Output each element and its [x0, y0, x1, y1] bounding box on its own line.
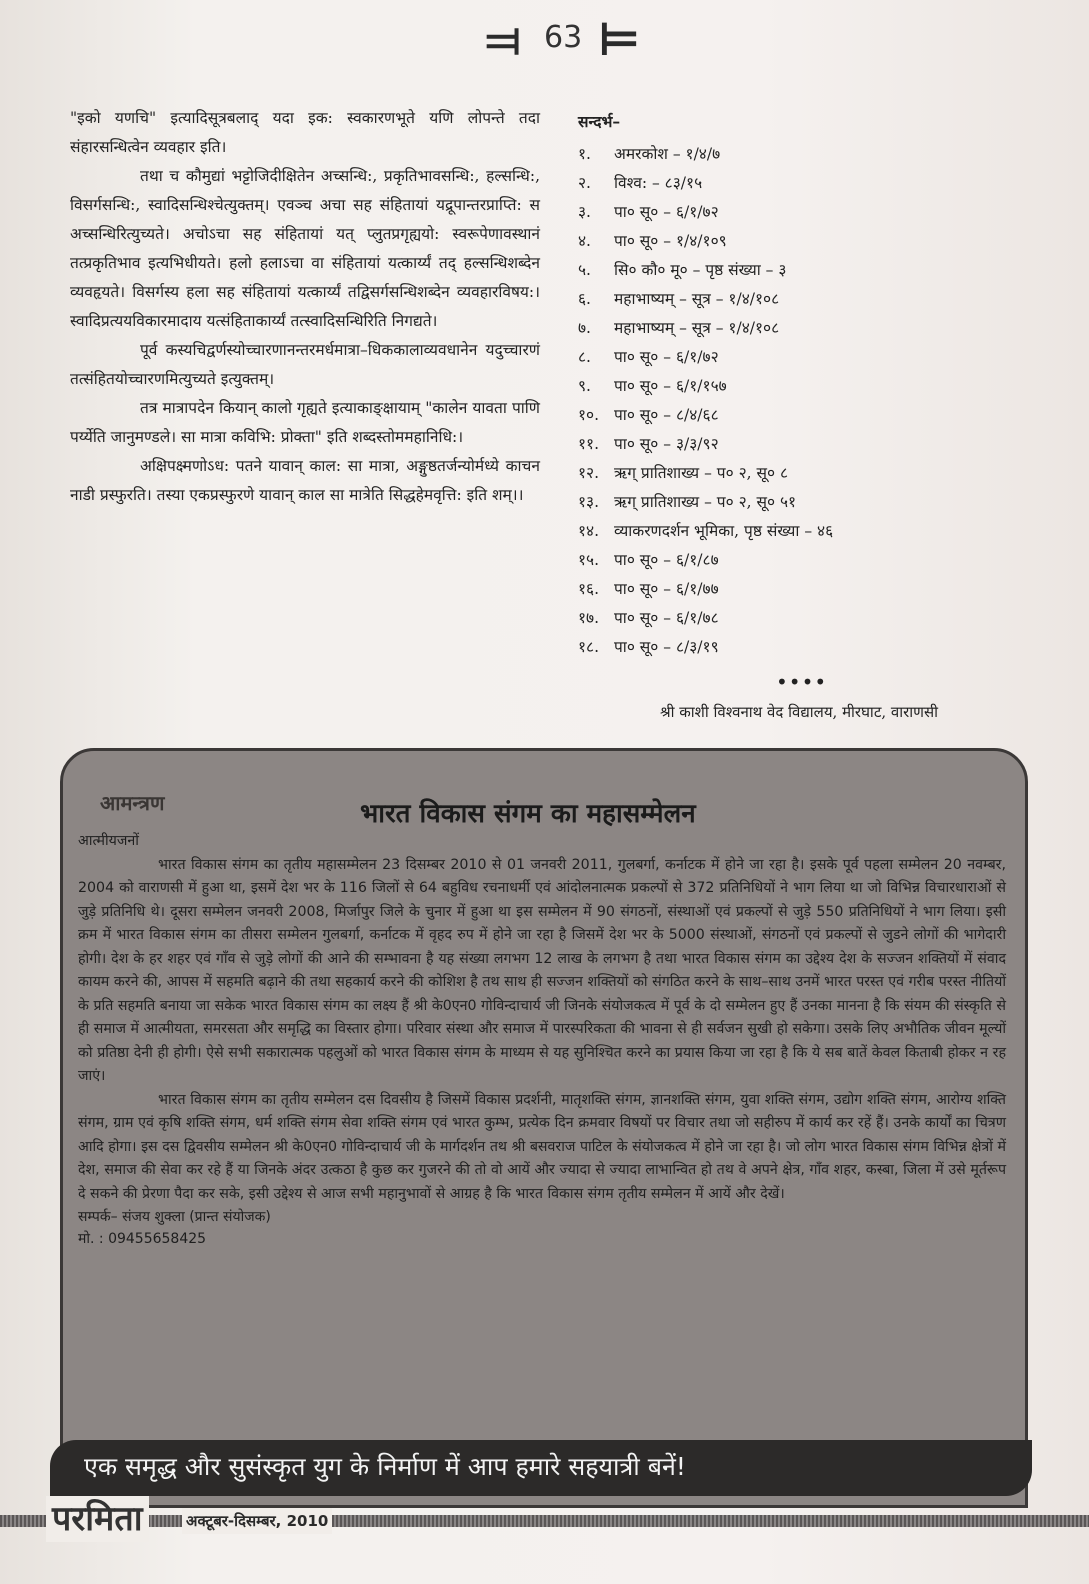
- article-paragraph: "इको यणचि" इत्यादिसूत्रबलाद् यदा इक: स्वकारणभूते यणि लोपन्ते तदा संहारसन्धित्वेन व्यवहार इति।: [70, 109, 540, 156]
- invitation-paragraph: भारत विकास संगम का तृतीय महासम्मेलन 23 दिसम्बर 2010 से 01 जनवरी 2011, गुलबर्गा, कर्नाटक में होने जा रहा है। इसके पूर्व पहला सम्मेलन 20 नवम्बर, 2004 को वाराणसी में हुआ था, इसमें देश भर के 116 जिलों से 64 बहुविध रचनाधर्मी एवं आंदोलनात्मक प्रकल्पों से 372 प्रतिनिधियों ने भाग लिया था जो विभिन्न विचारधाराओं से जुड़े प्रतिनिधि थे। दूसरा सम्मेलन जनवरी 2008, मिर्जापुर जिले के चुनार में हुआ था इस सम्मेलन में 90 संगठनों, संस्थाओं एवं प्रकल्पों से जुड़े 550 प्रतिनिधियों ने भाग लिया। इसी क्रम में भारत विकास संगम का तीसरा सम्मेलन गुलबर्गा, कर्नाटक में वृहद रुप में होने जा रहा है जिसमें देश भर के 5000 संस्थाओं, संगठनों एवं प्रकल्पों से जुडने लोगों की भागेदारी होगी। देश के हर शहर एवं गाँव से जुड़े लोगों की आने की सम्भावना है यह संख्या लगभग 12 लाख के लगभग है तथा भारत विकास संगम का उद्देश्य देश के सज्जन शक्तियों में संवाद कायम करने की, आपस में सहमति बढ़ाने की तथा सहकार्य करने की कोशिश है तथ साथ ही सज्जन शक्तियों को संगठित करने के साथ–साथ उनमें भारत परस्त एवं गरीब परस्त नीतियों के प्रति सहमति बनाया जा सकेक भारत विकास संगम का लक्ष्य हैं श्री के0एन0 गोविन्दाचार्य जी जिनके संयोजकत्व में पूर्व के दो सम्मेलन हुए हैं उनका मानना है कि संयम की संस्कृति से ही समाज में आत्मीयता, समरसता और समृद्धि का विस्तार होगा। परिवार संस्था और समाज में पारस्परिकता की भावना से ही सर्वजन सुखी हो सकेगा। उसके लिए अभौतिक जीवन मूल्यों को प्रतिष्ठा देनी ही होगी। ऐसे सभी सकारात्मक पहलुओं को भारत विकास संगम के माध्यम से यह सुनिश्चित करने का प्रयास किया जा रहा है कि ये सब बातें केवल किताबी होकर न रह जाएं।: [78, 856, 1006, 1084]
- article-text-column: [70, 104, 540, 510]
- reference-text: पा० सू० – ८/३/१९: [614, 638, 719, 656]
- invitation-mobile: मो. : 09455658425: [78, 1231, 207, 1247]
- section-separator: ••••: [776, 670, 828, 694]
- reference-text: विश्व: – ८३/१५: [614, 174, 703, 192]
- reference-text: पा० सू० – ८/४/६८: [614, 406, 719, 424]
- reference-text: सि० कौ० मू० – पृष्ठ संख्या – ३: [614, 261, 787, 279]
- reference-text: अमरकोश – १/४/७: [614, 145, 721, 163]
- reference-item: [578, 140, 1048, 169]
- reference-item: [578, 575, 1048, 604]
- reference-number: १.: [578, 145, 591, 163]
- reference-item: [578, 488, 1048, 517]
- reference-number: ७.: [578, 319, 591, 337]
- reference-item: [578, 227, 1048, 256]
- reference-item: [578, 256, 1048, 285]
- reference-number: ६.: [578, 290, 591, 308]
- footer-rule: [0, 1515, 1089, 1527]
- reference-text: पा० सू० – ६/१/७८: [614, 609, 719, 627]
- article-paragraph: तथा च कौमुद्यां भट्टोजिदीक्षितेन अच्सन्धि:, प्रकृतिभावसन्धि:, हल्सन्धि:, विसर्गसन्धि:, स्वादिसन्धिश्चेत्युक्तम्। एवञ्च अचा सह संहितायां यद्रूपान्तरप्राप्ति: स अच्सन्धिरित्युच्यते। अचोऽचा सह संहितायां यत् प्लुतप्रगृह्ययो: स्वरूपेणावस्थानं तत्प्रकृतिभाव इत्यभिधीयते। हलो हलाऽचा वा संहितायां यत्कार्य्यं तद् हल्सन्धिशब्देन व्यवहृयते। विसर्गस्य हला सह संहितायां यत्कार्य्यं तद्विसर्गसन्धिशब्देन व्यवहारविषय:। स्वादिप्रत्ययविकारमादाय यत्संहिताकार्य्यं तत्स्वादिसन्धिरिति निगद्यते।: [70, 167, 540, 330]
- reference-number: १७.: [578, 609, 600, 627]
- reference-text: पा० सू० – ६/१/८७: [614, 551, 719, 569]
- invitation-tag: आमन्त्रण: [100, 791, 165, 815]
- invitation-title: भारत विकास संगम का महासम्मेलन: [360, 799, 696, 829]
- reference-text: पा० सू० – १/४/१०९: [614, 232, 727, 250]
- reference-text: पा० सू० – ६/१/७२: [614, 203, 719, 221]
- reference-text: पा० सू० – ६/१/७७: [614, 580, 719, 598]
- page-number-header: [0, 10, 1089, 70]
- reference-item: [578, 343, 1048, 372]
- reference-text: महाभाष्यम् – सूत्र – १/४/१०८: [614, 290, 780, 308]
- reference-number: १४.: [578, 522, 600, 540]
- issue-date: अक्टूबर-दिसम्बर, 2010: [182, 1508, 332, 1534]
- article-paragraph: पूर्व कस्यचिद्वर्णस्योच्चारणानन्तरमर्धमात्रा–धिककालाव्यवधानेन यदुच्चारणं तत्संहितयोच्चारणमित्युच्यते इत्युक्तम्।: [70, 341, 540, 388]
- page-number: 63: [544, 20, 583, 55]
- reference-number: ९.: [578, 377, 591, 395]
- invitation-paragraph: भारत विकास संगम का तृतीय सम्मेलन दस दिवसीय है जिसमें विकास प्रदर्शनी, मातृशक्ति संगम, ज्ञानशक्ति संगम, युवा शक्ति संगम, उद्योग शक्ति संगम, आरोग्य शक्ति संगम, ग्राम एवं कृषि शक्ति संगम, धर्म शक्ति संगम सेवा शक्ति संगम एवं भारत कुम्भ, प्रत्येक दिन क्रमवार विषयों पर विचार तथा जो सहीरुप में कार्य कर रहें हैं। उनके कार्यों का चित्रण आदि होगा। इस दस द्विवसीय सम्मेलन श्री के0एन0 गोविन्दाचार्य जी के मार्गदर्शन तथ श्री बसवराज पाटिल के संयोजकत्व में होने जा रहा है। जो लोग भारत विकास संगम विभिन्न क्षेत्रों में देश, समाज की सेवा कर रहे हैं या जिनके अंदर उत्कठा है कुछ कर गुजरने की तो वो आयें और ज्यादा से ज्यादा लाभान्वित हो तथ वे अपने क्षेत्र, गाँव शहर, कस्बा, जिला में उसे मूर्तरूप दे सकने की प्रेरणा पैदा कर सके, इसी उद्देश्य से आज सभी महानुभावों से आग्रह है कि भारत विकास संगम तृतीय सम्मेलन में आयें और देखें।: [78, 1091, 1006, 1202]
- reference-text: पा० सू० – ६/१/१५७: [614, 377, 727, 395]
- reference-item: [578, 401, 1048, 430]
- invitation-paragraphs: [78, 854, 1006, 1207]
- reference-item: [578, 198, 1048, 227]
- reference-text: महाभाष्यम् – सूत्र – १/४/१०८: [614, 319, 780, 337]
- reference-item: [578, 517, 1048, 546]
- reference-number: १६.: [578, 580, 600, 598]
- page-number-ornament-right: ⊨: [598, 12, 641, 66]
- reference-item: [578, 285, 1048, 314]
- article-paragraph: अक्षिपक्ष्मणोऽध: पतने यावान् काल: सा मात्रा, अङ्गुष्ठतर्जन्योर्मध्ये काचन नाडी प्रस्फुरति। तस्या एकप्रस्फुरणे यावान् काल सा मात्रेति सिद्धहेमवृत्ति: इति शम्।।: [70, 457, 540, 504]
- reference-number: ३.: [578, 203, 591, 221]
- reference-number: १२.: [578, 464, 600, 482]
- reference-text: व्याकरणदर्शन भूमिका, पृष्ठ संख्या – ४६: [614, 522, 834, 540]
- references-section: [578, 108, 1048, 662]
- reference-number: ५.: [578, 261, 591, 279]
- reference-number: ४.: [578, 232, 591, 250]
- reference-number: १८.: [578, 638, 600, 656]
- reference-item: [578, 169, 1048, 198]
- reference-item: [578, 604, 1048, 633]
- invitation-salutation: आत्मीयजनों: [78, 833, 139, 849]
- references-list: [578, 140, 1048, 662]
- slogan-text: एक समृद्ध और सुसंस्कृत युग के निर्माण में आप हमारे सहयात्री बनें!: [84, 1452, 686, 1481]
- references-title: सन्दर्भ–: [578, 112, 621, 131]
- reference-item: [578, 546, 1048, 575]
- reference-number: २.: [578, 174, 591, 192]
- article-paragraph: तत्र मात्रापदेन कियान् कालो गृह्यते इत्याकाङ्क्षायाम् "कालेन यावता पाणि पर्य्येति जानुमण्डले। सा मात्रा कविभि: प्रोक्ता" इति शब्दस्तोममहानिधि:।: [70, 399, 540, 446]
- reference-item: [578, 633, 1048, 662]
- page-number-ornament-left: ⫤: [486, 12, 521, 66]
- invitation-body: [78, 830, 1006, 1250]
- reference-number: १३.: [578, 493, 600, 511]
- reference-text: पा० सू० – ६/१/७२: [614, 348, 719, 366]
- reference-text: ऋग् प्रातिशाख्य – प० २, सू० ८: [614, 464, 789, 482]
- author-affiliation: श्री काशी विश्वनाथ वेद विद्यालय, मीरघाट, वाराणसी: [660, 703, 939, 721]
- magazine-logo: परमिता: [46, 1496, 149, 1542]
- invitation-contact: सम्पर्क– संजय शुक्ला (प्रान्त संयोजक): [78, 1209, 271, 1225]
- reference-number: ११.: [578, 435, 600, 453]
- reference-number: १०.: [578, 406, 600, 424]
- reference-text: ऋग् प्रातिशाख्य – प० २, सू० ५१: [614, 493, 797, 511]
- reference-item: [578, 314, 1048, 343]
- reference-number: ८.: [578, 348, 591, 366]
- reference-item: [578, 459, 1048, 488]
- reference-item: [578, 372, 1048, 401]
- reference-number: १५.: [578, 551, 600, 569]
- reference-item: [578, 430, 1048, 459]
- reference-text: पा० सू० – ३/३/९२: [614, 435, 719, 453]
